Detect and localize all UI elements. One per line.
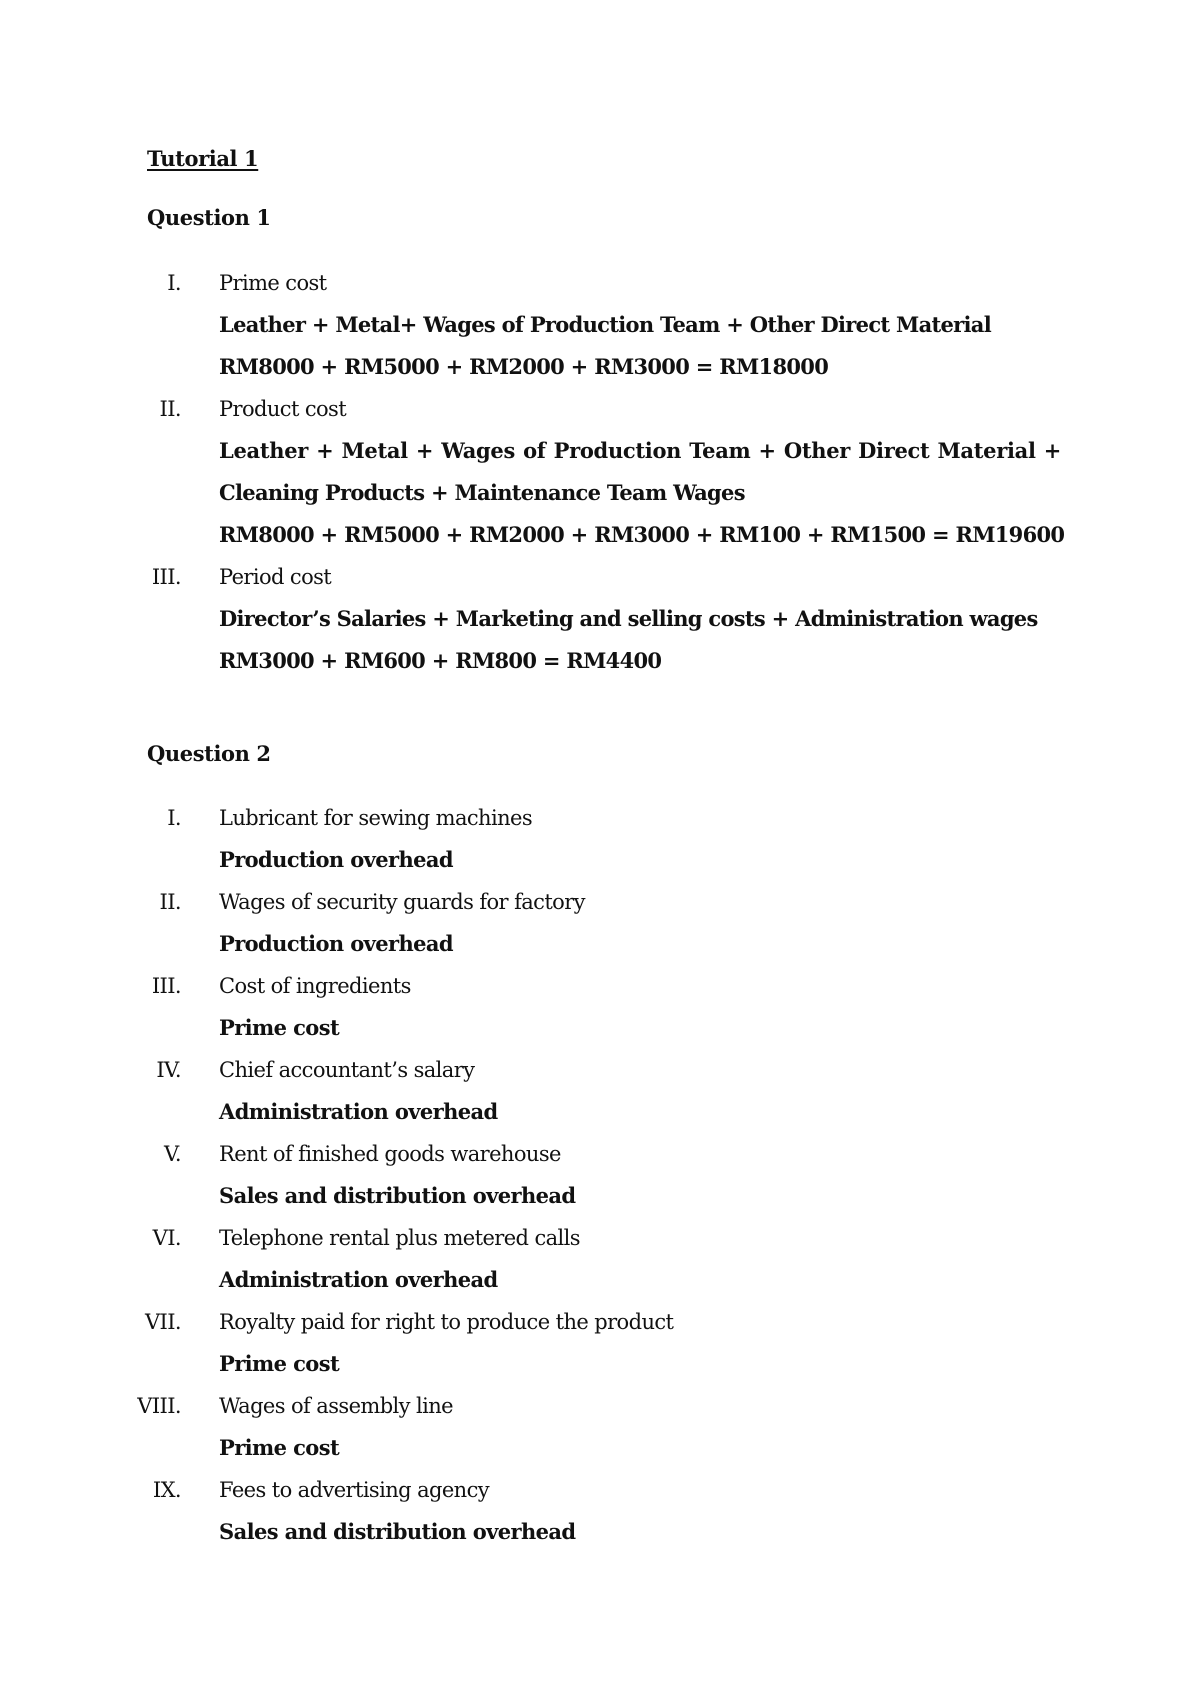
- item-numeral: VIII.: [137, 1394, 181, 1418]
- question-1-list: [0, 262, 1200, 682]
- q2-answer-row: [0, 1511, 1200, 1553]
- item-label: Royalty paid for right to produce the product: [219, 1310, 674, 1334]
- item-answer: Sales and distribution overhead: [219, 1519, 576, 1544]
- q2-item: [0, 1217, 1200, 1259]
- item-numeral: III.: [151, 974, 181, 998]
- q1-item-1: [0, 262, 1200, 304]
- formula-word: of: [523, 438, 546, 463]
- calculation-line: RM8000 + RM5000 + RM2000 + RM3000 + RM100 + RM1500 = RM19600: [219, 522, 1065, 547]
- formula-word: Leather: [219, 438, 309, 463]
- q2-answer-row: [0, 1175, 1200, 1217]
- formula-line-justified: [219, 430, 1061, 472]
- q2-item: [0, 965, 1200, 1007]
- q2-answer-row: [0, 1343, 1200, 1385]
- q1-item-2-formula-row-2: [0, 472, 1200, 514]
- q2-answer-row: [0, 1259, 1200, 1301]
- q2-answer-row: [0, 839, 1200, 881]
- item-answer: Prime cost: [219, 1015, 340, 1040]
- item-numeral: VI.: [152, 1226, 181, 1250]
- item-label: Product cost: [219, 397, 347, 421]
- item-answer: Production overhead: [219, 931, 454, 956]
- formula-word: Material: [937, 438, 1036, 463]
- item-numeral: II.: [159, 397, 181, 421]
- item-answer: Administration overhead: [219, 1099, 498, 1124]
- q1-item-1-formula-row: [0, 304, 1200, 346]
- q2-item: [0, 1469, 1200, 1511]
- formula-word: Team: [689, 438, 751, 463]
- item-label: Period cost: [219, 565, 332, 589]
- q2-answer-row: [0, 1007, 1200, 1049]
- formula-word: +: [316, 438, 334, 463]
- formula-word: Wages: [441, 438, 516, 463]
- formula-line: Leather + Metal+ Wages of Production Team + Other Direct Material: [219, 312, 991, 337]
- item-numeral: I.: [167, 271, 181, 295]
- q1-item-2-calc-row: [0, 514, 1200, 556]
- q2-answer-row: [0, 923, 1200, 965]
- q2-item: [0, 1049, 1200, 1091]
- formula-line: Cleaning Products + Maintenance Team Wages: [219, 480, 745, 505]
- item-answer: Administration overhead: [219, 1267, 498, 1292]
- formula-word: Other: [783, 438, 851, 463]
- item-label: Cost of ingredients: [219, 974, 411, 998]
- calculation-line: RM8000 + RM5000 + RM2000 + RM3000 = RM18000: [219, 354, 829, 379]
- item-numeral: III.: [151, 565, 181, 589]
- question-2-heading: Question 2: [147, 741, 271, 766]
- item-label: Wages of assembly line: [219, 1394, 453, 1418]
- item-numeral: V.: [164, 1142, 181, 1166]
- item-numeral: IV.: [156, 1058, 181, 1082]
- q1-item-3-formula-row: [0, 598, 1200, 640]
- item-answer: Sales and distribution overhead: [219, 1183, 576, 1208]
- q1-item-2-formula-row-1: [0, 430, 1200, 472]
- item-numeral: I.: [167, 806, 181, 830]
- q2-answer-row: [0, 1427, 1200, 1469]
- q2-item: [0, 1301, 1200, 1343]
- item-label: Lubricant for sewing machines: [219, 806, 533, 830]
- formula-word: +: [758, 438, 776, 463]
- question-1-heading: Question 1: [147, 205, 271, 230]
- formula-word: Direct: [858, 438, 930, 463]
- formula-word: +: [1043, 438, 1061, 463]
- item-label: Wages of security guards for factory: [219, 890, 585, 914]
- q2-item: [0, 1385, 1200, 1427]
- item-numeral: IX.: [152, 1478, 181, 1502]
- q1-item-2: [0, 388, 1200, 430]
- q2-answer-row: [0, 1091, 1200, 1133]
- document-title: Tutorial 1: [147, 146, 259, 171]
- q1-item-3-calc-row: [0, 640, 1200, 682]
- item-label: Prime cost: [219, 271, 327, 295]
- q2-item: [0, 797, 1200, 839]
- item-label: Rent of finished goods warehouse: [219, 1142, 561, 1166]
- item-label: Chief accountant’s salary: [219, 1058, 475, 1082]
- calculation-line: RM3000 + RM600 + RM800 = RM4400: [219, 648, 662, 673]
- item-answer: Prime cost: [219, 1435, 340, 1460]
- q2-item: [0, 1133, 1200, 1175]
- q2-item: [0, 881, 1200, 923]
- question-2-list: [0, 797, 1200, 1553]
- item-numeral: II.: [159, 890, 181, 914]
- formula-word: Production: [553, 438, 682, 463]
- q1-item-3: [0, 556, 1200, 598]
- item-label: Telephone rental plus metered calls: [219, 1226, 580, 1250]
- item-numeral: VII.: [144, 1310, 181, 1334]
- formula-word: Metal: [341, 438, 408, 463]
- item-answer: Production overhead: [219, 847, 454, 872]
- item-answer: Prime cost: [219, 1351, 340, 1376]
- q1-item-1-calc-row: [0, 346, 1200, 388]
- formula-word: +: [415, 438, 434, 463]
- item-label: Fees to advertising agency: [219, 1478, 490, 1502]
- formula-line: Director’s Salaries + Marketing and selling costs + Administration wages: [219, 606, 1038, 631]
